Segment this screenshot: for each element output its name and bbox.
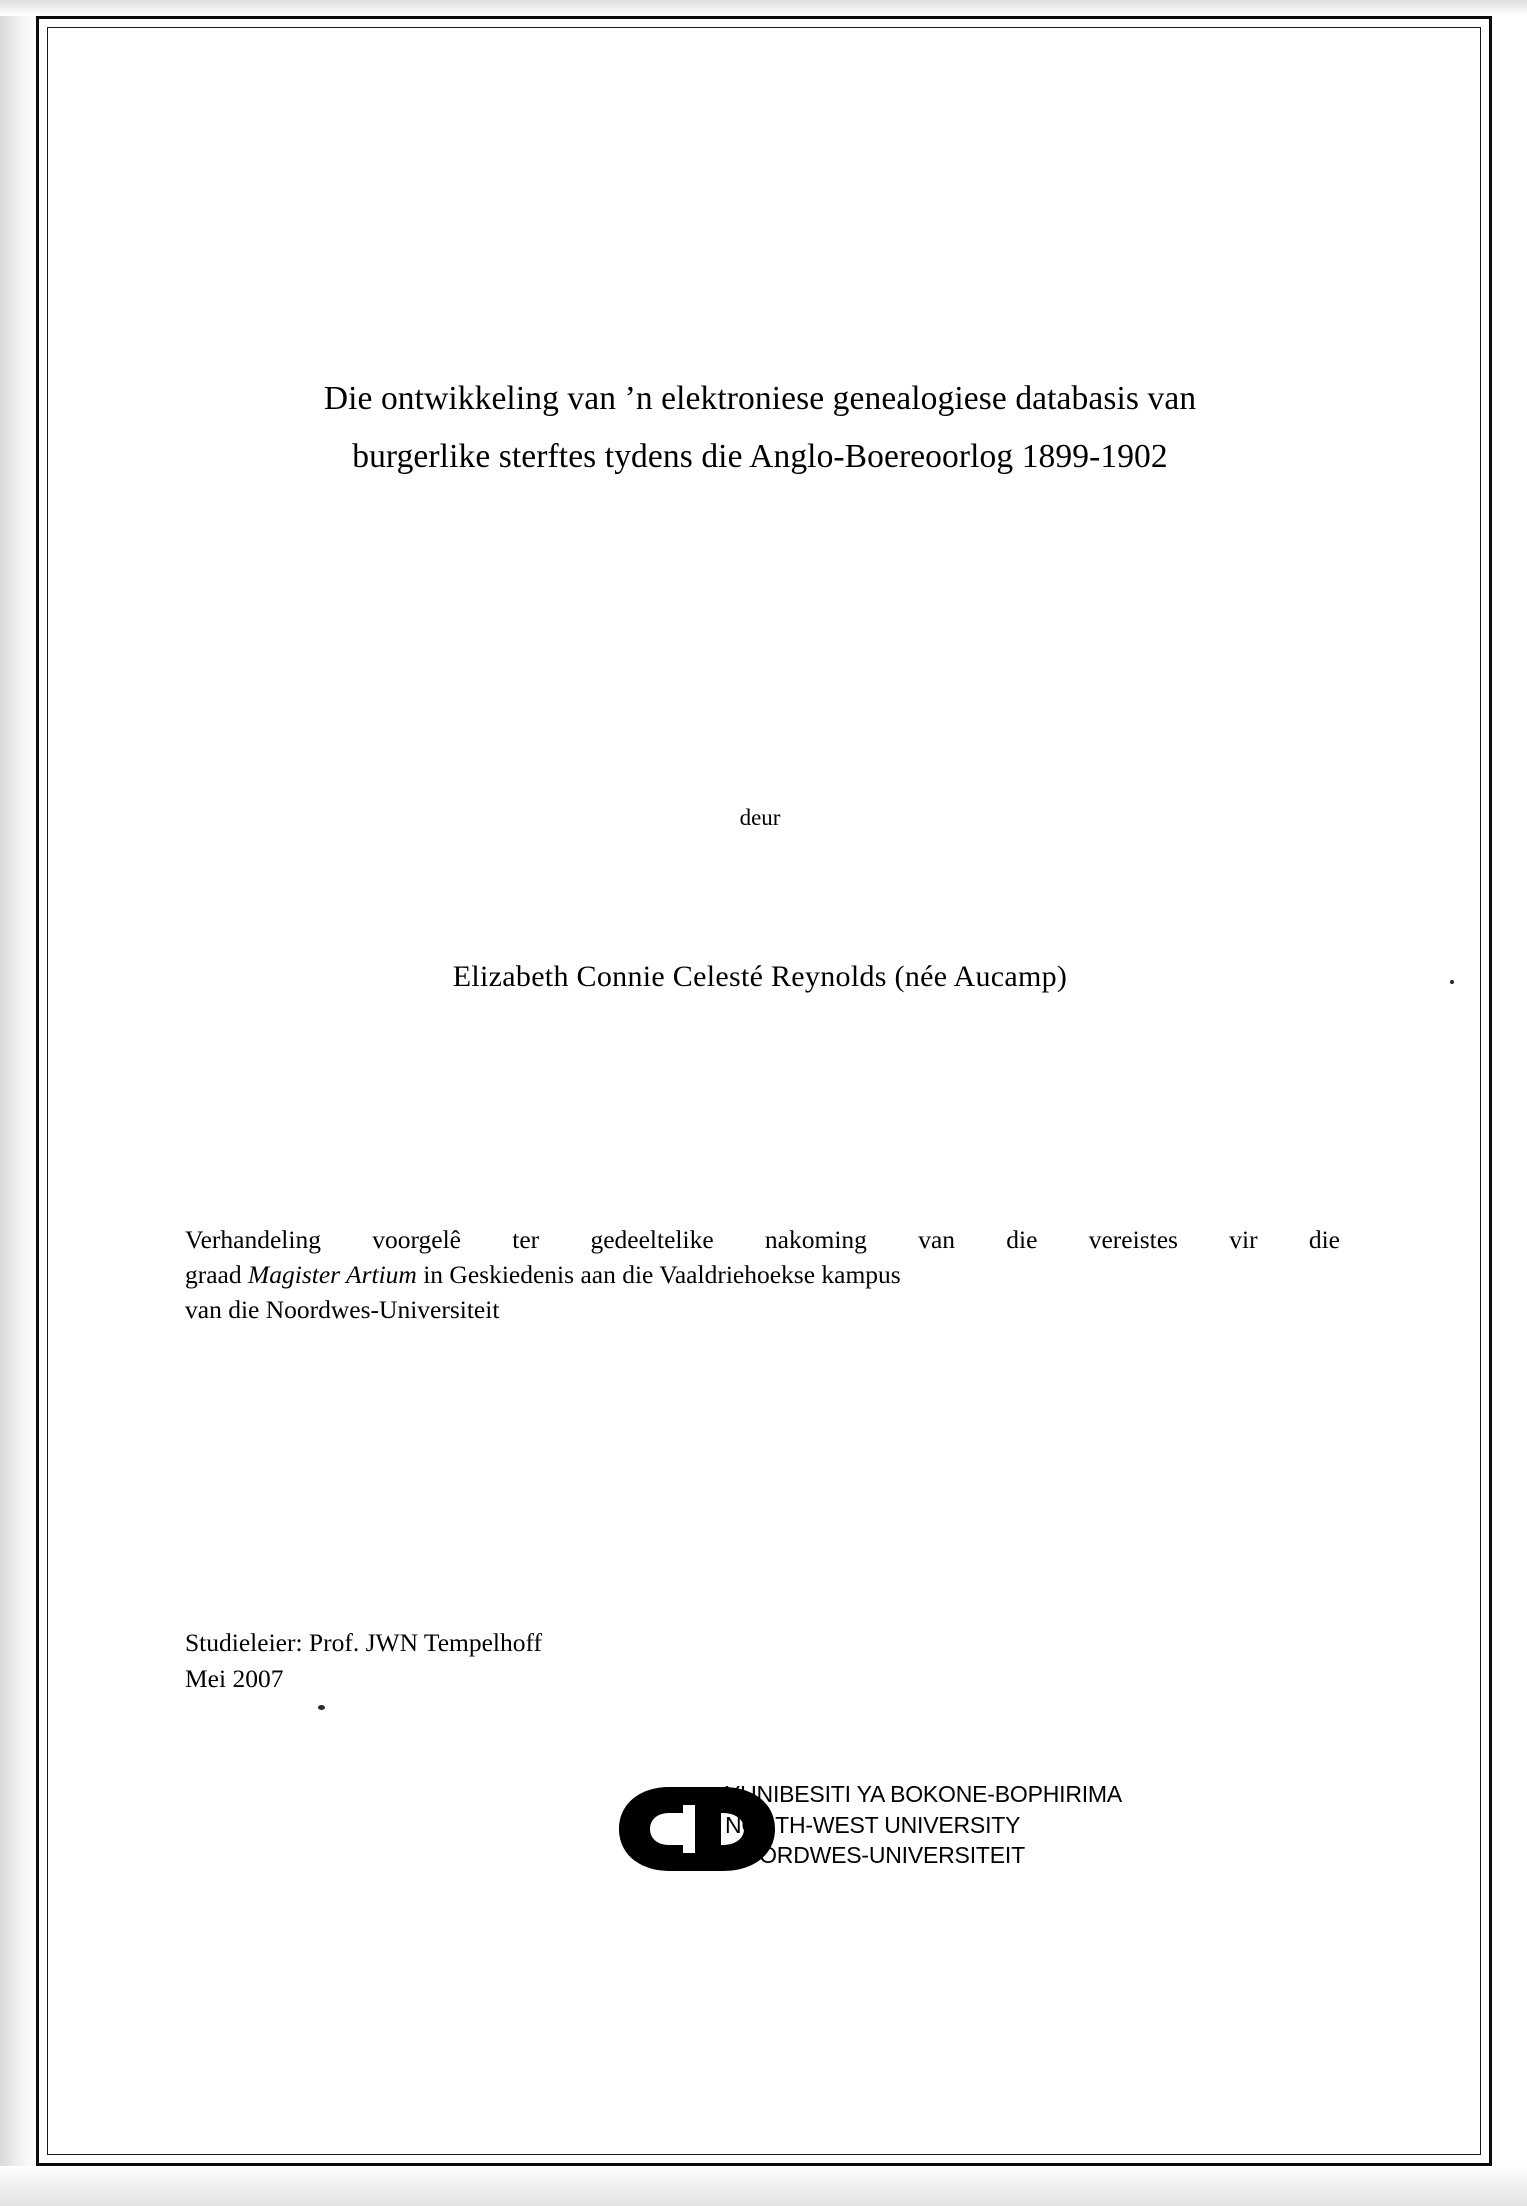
degree-statement-line-1: Verhandeling voorgelê ter gedeeltelike nakoming van die vereistes vir die bbox=[185, 1225, 1340, 1254]
date-line: Mei 2007 bbox=[185, 1664, 284, 1694]
logo-text-line-2: NORTH-WEST UNIVERSITY bbox=[725, 1811, 1021, 1838]
logo-text-line-3: NOORDWES-UNIVERSITEIT bbox=[725, 1842, 1025, 1869]
degree-name-italic: Magister Artium bbox=[248, 1260, 417, 1290]
scan-speck bbox=[1450, 980, 1454, 984]
supervisor-line: Studieleier: Prof. JWN Tempelhoff bbox=[185, 1628, 543, 1657]
scan-speck bbox=[318, 1705, 325, 1710]
title-line-2: burgerlike sterftes tydens die Anglo-Boereoorlog 1899-1902 bbox=[352, 437, 1168, 475]
degree-statement-line-2 bbox=[185, 1257, 1340, 1292]
university-logo bbox=[605, 1775, 1245, 1885]
page-content bbox=[150, 0, 1360, 2206]
logo-text-line-1: YUNIBESITI YA BOKONE-BOPHIRIMA bbox=[725, 1781, 1123, 1807]
degree-statement-line-3: van die Noordwes-Universiteit bbox=[185, 1295, 500, 1325]
by-label: deur bbox=[739, 805, 781, 830]
degree-statement-line-2-suffix: in Geskiedenis aan die Vaaldriehoekse kampus bbox=[416, 1260, 901, 1290]
university-logo-text bbox=[725, 1779, 1122, 1871]
page-title bbox=[180, 370, 1340, 485]
supervisor-block bbox=[185, 1625, 1185, 1697]
degree-statement-line-2-prefix: graad bbox=[185, 1260, 249, 1290]
degree-statement bbox=[185, 1222, 1340, 1328]
scan-edge-shadow-left bbox=[0, 0, 36, 2206]
author-name: Elizabeth Connie Celesté Reynolds (née Aucamp) bbox=[452, 960, 1068, 993]
title-line-1: Die ontwikkeling van ’n elektroniese genealogiese databasis van bbox=[323, 380, 1197, 417]
